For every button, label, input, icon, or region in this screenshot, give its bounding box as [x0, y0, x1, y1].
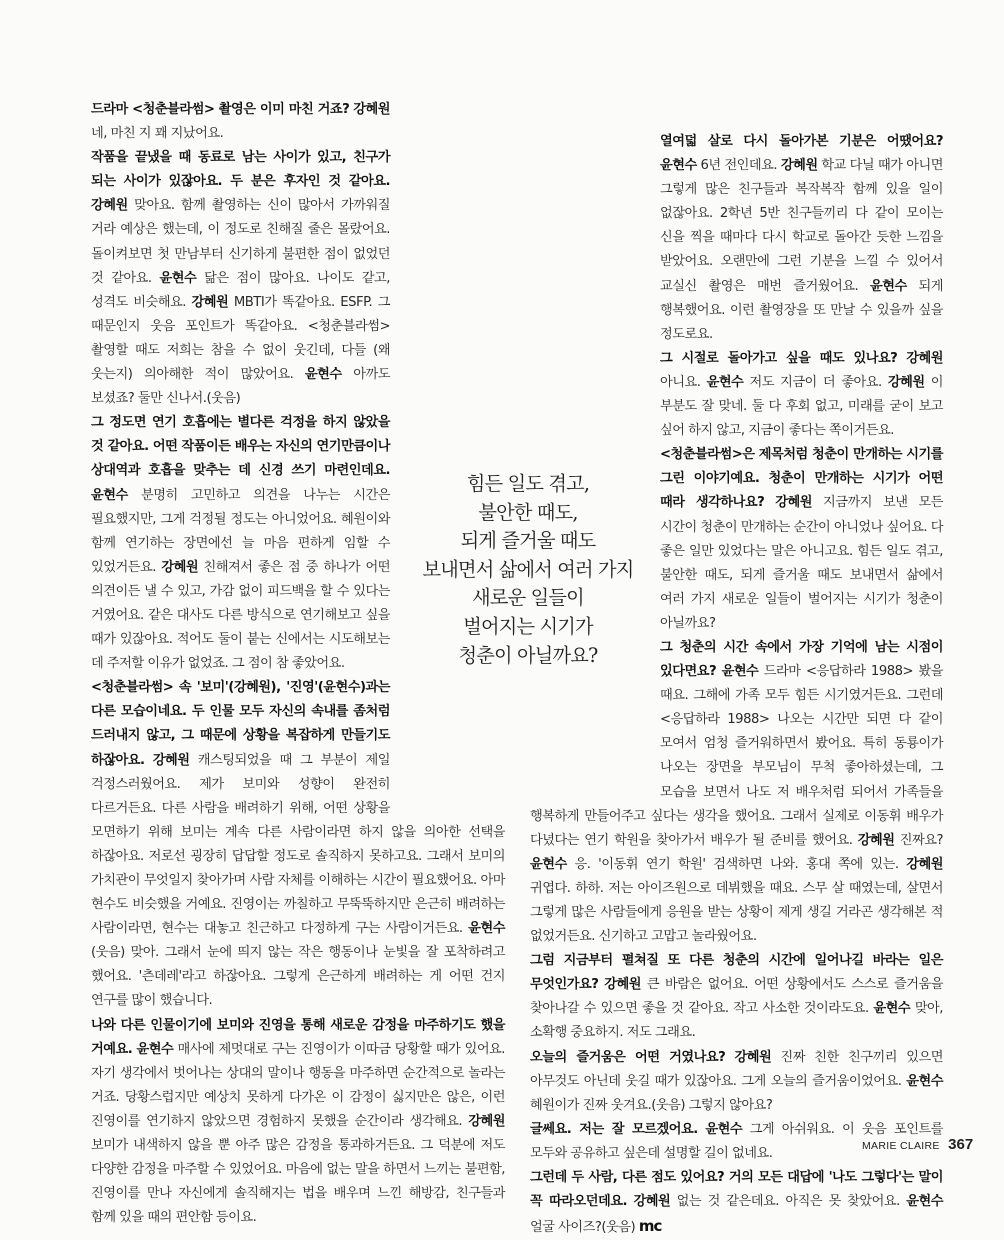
- speaker-name: 강혜원: [633, 1194, 671, 1210]
- speaker-name: 강혜원: [906, 856, 943, 872]
- speaker-name: 강혜원: [91, 198, 128, 214]
- interview-paragraph: [530, 1046, 943, 1118]
- answer-text: (웃음) 맞아. 그래서 눈에 띄지 않는 작은 행동이나 눈빛을 잘 포착하려고 했어요. '츤데레'라고 하잖아요. 그렇게 은근하게 배려하는 게 어떤 건지 연구를 많이 했습니다.: [91, 945, 505, 1009]
- answer-text: 매사에 제멋대로 구는 진영이가 이따금 당황할 때가 있어요. 자기 생각에서 벗어나는 상대의 말이나 행동을 마주하면 순간적으로 놀라는 거죠. 당황스럽지만 예상치 못하게 다가온 이 감정이 싫지만은 않은, 이런 진영이를 연기하지 않았으면 경험하지 못했을 순간이라 생각해요.: [91, 1041, 505, 1129]
- speaker-name: 윤현수: [136, 1041, 174, 1057]
- speaker-name: 강혜원: [353, 102, 390, 117]
- speaker-name: 강혜원: [887, 374, 925, 390]
- pull-quote-line: 불안한 때도,: [478, 500, 578, 524]
- speaker-name: 강혜원: [857, 832, 895, 848]
- pull-quote-line: 보내면서 삶에서 여러 가지: [422, 557, 634, 581]
- speaker-name: 윤현수: [304, 367, 342, 383]
- speaker-name: 윤현수: [91, 487, 128, 503]
- answer-text: 지금까지 보낸 모든 시간이 청춘이 만개하는 순간이 아니었나 싶어요. 다 좋은 일만 있었다는 말은 아니고요. 힘든 일도 겪고, 불안한 때도, 되게 즐거울 때도 보내면서 삶에서 여러 가지 새로운 일들이 벌어지는 시기가 청춘이 아닐까요?: [660, 495, 943, 631]
- interview-paragraph: [530, 949, 943, 1045]
- answer-text: 네, 마친 지 꽤 지났어요.: [91, 126, 224, 142]
- pull-quote-line: 새로운 일들이: [472, 586, 584, 610]
- answer-text: 맞아, 소확행 중요하지. 저도 그래요.: [530, 1001, 943, 1041]
- interview-question: 글쎄요. 저는 잘 모르겠어요.: [530, 1121, 698, 1137]
- speaker-name: 윤현수: [705, 1121, 743, 1137]
- answer-text: 분명히 고민하고 의견을 나누는 시간은 필요했지만, 그게 걱정될 정도는 아니었어요. 혜원이와 함께 연기하는 장면에선 늘 마음 편하게 임할 수 있었거든요.: [91, 487, 390, 575]
- interview-paragraph: [91, 146, 505, 411]
- answer-text: 닮은 점이 많아요. 나이도 같고, 성격도 비슷해요.: [91, 270, 390, 310]
- interview-question: 오늘의 즐거움은 어떤 거였나요?: [530, 1049, 726, 1065]
- answer-text: 얼굴 사이즈?(웃음): [530, 1220, 636, 1236]
- answer-text: 응. '이동휘 연기 학원' 검색하면 나와. 홍대 쪽에 있는.: [574, 856, 899, 872]
- pull-quote-line: 힘든 일도 겪고,: [466, 472, 590, 495]
- end-mark: mc: [638, 1217, 662, 1236]
- interview-question: <청춘블라썸>은 제목처럼 청춘이 만개하는 시기를 그린 이야기예요. 청춘이 만개하는 시기가 어떤 때라 생각하나요?: [660, 447, 943, 511]
- speaker-name: 윤현수: [706, 374, 744, 390]
- interview-question: <청춘블라썸> 속 '보미'(강혜원), '진영'(윤현수)과는 다른 모습이네요. 두 인물 모두 자신의 속내를 좀처럼 드러내지 않고, 그 때문에 상황을 복잡하게 만들기도 하잖아요.: [91, 680, 390, 768]
- interview-question: 드라마 <청춘블라썸> 촬영은 이미 마친 거죠?: [91, 102, 350, 117]
- answer-text: 드라마 <응답하라 1988> 봤을 때요. 그해에 가족 모두 힘든 시기였거든요. 그런데 <응답하라 1988> 나오는 시간만 되면 다 같이 모여서 엄청 즐거워하면서 봤어요. 특히 동룡이가 나오는 장면을 부모님이 무척 좋아하셨는데, 그 모습을 보면서 나도 저 배우처럼 되어서 가족들을 행복하게 만들어주고 싶다는 생각을 했어요. 그래서 실제로 이동휘 배우가 다녔다는 연기 학원을 찾아가서 배우가 될 준비를 했어요.: [530, 664, 943, 848]
- interview-question: 그 청춘의 시간 속에서 가장 기억에 남는 시점이 있다면요?: [660, 639, 943, 680]
- pull-quote-line: 되게 즐거울 때도: [460, 529, 596, 553]
- answer-text: 캐스팅되었을 때 그 부분이 제일 걱정스러웠어요. 제가 보미와 성향이 완전히 다르거든요. 다른 사람을 배려하기 위해, 어떤 상황을 모면하기 위해 보미는 계속 다른 사람이라면 하지 않을 의아한 선택을 하잖아요. 저로선 굉장히 답답할 정도로 솔직하지 못하고요. 그래서 보미의 가치관이 무엇일지 찾아가며 사람 자체를 이해하는 시간이 필요했어요. 아마 현수도 비슷했을 거예요. 진영이는 까칠하고 무뚝뚝하지만 은근히 배려하는 사람이라면, 현수는 대놓고 친근하고 다정하게 구는 사람이거든요.: [91, 752, 505, 937]
- answer-text: 학교 다닐 때가 아니면 그렇게 많은 친구들과 복작복작 함께 있을 일이 없잖아요. 2학년 5반 친구들끼리 다 같이 모이는 신을 찍을 때마다 다시 학교로 돌아간 듯한 느낌을 받았어요. 오랜만에 그런 기분을 느낄 수 있어서 교실신 촬영은 매번 즐거웠어요.: [660, 158, 943, 294]
- speaker-name: 윤현수: [468, 921, 505, 937]
- answer-text: 이 부분도 잘 맞네. 둘 다 후회 없고, 미래를 굳이 보고 싶어 하지 않고, 지금이 좋다는 쪽이거든요.: [660, 374, 944, 439]
- speaker-name: 윤현수: [869, 278, 907, 294]
- speaker-name: 강혜원: [775, 495, 812, 511]
- speaker-name: 윤현수: [906, 1194, 943, 1210]
- answer-text: 혜원이가 진짜 웃겨요.(웃음) 그렇지 않아요?: [530, 1097, 773, 1113]
- answer-text: 진짜요?: [899, 832, 943, 848]
- answer-text: 큰 바람은 없어요. 어떤 상황에서도 스스로 즐거움을 찾아나갈 수 있으면 좋을 것 같아요. 작고 사소한 것이라도요.: [530, 977, 943, 1017]
- interview-paragraph: [91, 98, 505, 146]
- speaker-name: 강혜원: [191, 294, 229, 310]
- answer-text: 없는 것 같은데요. 아직은 못 찾았어요.: [676, 1194, 900, 1210]
- interview-question: 그 시절로 돌아가고 싶을 때도 있나요?: [660, 350, 898, 366]
- interview-question: 나와 다른 인물이기에 보미와 진영을 통해 새로운 감정을 마주하기도 했을 거예요.: [91, 1017, 505, 1057]
- speaker-name: 윤현수: [906, 1073, 943, 1089]
- answer-text: 친해져서 좋은 점 중 하나가 어떤 의견이든 낼 수 있고, 가감 없이 피드백을 할 수 있다는 거였어요. 같은 대사도 다른 방식으로 연기해보고 싶을 때가 있잖아요. 적어도 둘이 붙는 신에서는 시도해보는 데 주저할 이유가 없었죠. 그 점이 참 좋았어요.: [91, 559, 390, 672]
- interview-question: 그럼 지금부터 펼쳐질 또 다른 청춘의 시간에 일어나길 바라는 일은 무엇인가요?: [530, 953, 943, 993]
- speaker-name: 강혜원: [161, 559, 199, 575]
- answer-text: MBTI가 똑같아요. ESFP. 그 때문인지 웃음 포인트가 똑같아요. <청춘블라썸> 촬영할 때도 저희는 참을 수 없이 웃긴데, 다들 (왜 웃는지) 의아해한 적이 많았어요.: [91, 294, 390, 383]
- speaker-name: 윤현수: [660, 158, 697, 174]
- answer-text: 귀엽다. 하하. 저는 아이즈원으로 데뷔했을 때요. 스무 살 때였는데, 살면서 그렇게 많은 사람들에게 응원을 받는 상황이 제게 생길 거라곤 생각해본 적 없었거든요. 신기하고 고맙고 놀라웠어요.: [530, 880, 943, 945]
- speaker-name: 강혜원: [780, 158, 818, 174]
- interview-paragraph: [91, 1014, 505, 1231]
- interview-question: 그런데 두 사람, 다른 점도 있어요? 거의 모든 대답에 '나도 그렇다'는 말이 꼭 따라오던데요.: [530, 1170, 943, 1210]
- answer-text: 되게 행복했어요. 이런 촬영장을 또 만날 수 있을까 싶을 정도로요.: [660, 278, 943, 342]
- answer-text: 아니요.: [660, 374, 701, 390]
- interview-paragraph: [530, 1166, 943, 1240]
- interview-column-right: [530, 130, 943, 1240]
- answer-text: 진짜 친한 친구끼리 있으면 아무것도 아닌데 웃길 때가 있잖아요. 그게 오늘의 즐거움이었어요.: [530, 1049, 943, 1089]
- interview-question: 작품을 끝냈을 때 동료로 남는 사이가 있고, 친구가 되는 사이가 있잖아요. 두 분은 후자인 것 같아요.: [91, 150, 390, 190]
- interview-question: 그 정도면 연기 호흡에는 별다른 걱정을 하지 않았을 것 같아요. 어떤 작품이든 배우는 자신의 연기만큼이나 상대역과 호흡을 맞추는 데 신경 쓰기 마련인데요.: [91, 415, 390, 479]
- answer-text: 저도 지금이 더 좋아요.: [749, 374, 882, 390]
- pull-quote: [400, 470, 656, 670]
- interview-question: 열여덟 살로 다시 돌아가본 기분은 어땠어요?: [660, 134, 943, 149]
- page-footer: [862, 1136, 973, 1154]
- answer-text: 6년 전인데요.: [700, 158, 778, 174]
- speaker-name: 강혜원: [468, 1113, 505, 1129]
- page-number: 367: [948, 1136, 974, 1153]
- magazine-name: MARIE CLAIRE: [862, 1140, 940, 1152]
- speaker-name: 강혜원: [734, 1049, 772, 1065]
- speaker-name: 강혜원: [604, 977, 641, 993]
- speaker-name: 윤현수: [530, 856, 567, 872]
- pull-quote-line: 벌어지는 시기가: [463, 614, 593, 638]
- speaker-name: 윤현수: [873, 1001, 911, 1017]
- speaker-name: 강혜원: [152, 752, 190, 768]
- answer-text: 보미가 내색하지 않을 뿐 아주 많은 감정을 통과하거든요. 그 덕분에 저도 다양한 감정을 마주할 수 있었어요. 마음에 없는 말을 하면서 느끼는 불편함, 진영이를 만나 자신에게 솔직해지는 법을 배우며 느낀 해방감, 친구들과 함께 있을 때의 편안함 등이요.: [91, 1138, 505, 1226]
- pull-quote-line: 청춘이 아닐까요?: [458, 643, 598, 667]
- answer-text: 그게 아쉬워요. 이 웃음 포인트를 모두와 공유하고 싶은데 설명할 길이 없네요.: [530, 1121, 943, 1161]
- speaker-name: 강혜원: [906, 350, 943, 366]
- answer-text: 아까도 보셨죠? 둘만 신나서.(웃음): [91, 367, 390, 407]
- interview-paragraph: [530, 130, 943, 347]
- speaker-name: 윤현수: [721, 664, 759, 680]
- speaker-name: 윤현수: [159, 270, 197, 286]
- answer-text: 맞아요. 함께 촬영하는 신이 많아서 가까워질 거라 예상은 했는데, 이 정도로 친해질 줄은 몰랐어요. 돌이켜보면 첫 만남부터 신기하게 불편한 점이 없었던 것 같아요.: [91, 198, 390, 286]
